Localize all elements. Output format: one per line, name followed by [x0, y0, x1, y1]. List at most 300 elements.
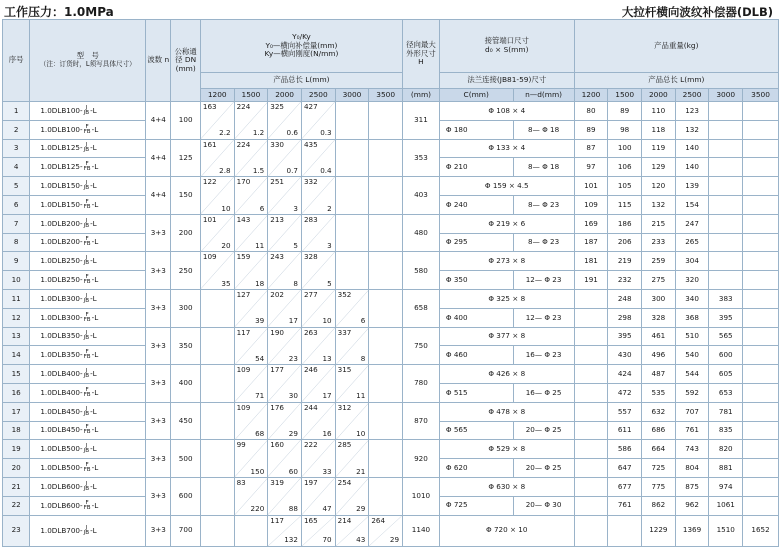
seq-cell: 4: [3, 158, 30, 177]
compensation-cell: [268, 402, 302, 440]
model-variant: [84, 313, 91, 323]
model-variant-bottom: JB: [83, 260, 90, 267]
seq-cell: 3: [3, 139, 30, 158]
model-cell: [30, 102, 146, 121]
flange-c-cell: Φ 210: [439, 158, 513, 177]
model-variant-top: J: [85, 292, 88, 299]
comp-pair: [201, 177, 234, 214]
compensation-cell: [369, 365, 403, 403]
comp-y0: 143: [236, 214, 251, 224]
comp-pair: [268, 252, 301, 289]
seq-cell: 5: [3, 177, 30, 196]
comp-pair: [235, 177, 268, 214]
model-prefix: 1.0DLB350-: [40, 350, 83, 360]
comp-ky: 8: [360, 353, 366, 363]
seq-cell: 7: [3, 214, 30, 233]
model-suffix: -L: [91, 162, 99, 172]
model-prefix: 1.0DLB500-: [40, 444, 83, 454]
wlen-3500: 3500: [743, 89, 779, 102]
weight-flange-cell: 686: [642, 421, 676, 440]
model-suffix: -L: [91, 275, 99, 285]
pipe-size-cell: Φ 426 × 8: [439, 365, 574, 384]
model-prefix: 1.0DLB600-: [40, 481, 83, 491]
model-variant: [84, 444, 90, 454]
compensation-cell: [301, 139, 335, 177]
header-radial-unit: (mm): [403, 89, 440, 102]
weight-pipe-cell: 105: [608, 177, 642, 196]
model-variant-bottom: JB: [83, 410, 90, 417]
weight-pipe-cell: [743, 402, 779, 421]
comp-pair: [302, 215, 335, 252]
model-variant-top: F: [85, 161, 89, 168]
header-comp-line1: Y₀/Ky: [292, 32, 311, 42]
comp-y0: 109: [202, 252, 217, 262]
comp-pair: [268, 365, 301, 402]
weight-flange-cell: 320: [675, 271, 709, 290]
weight-pipe-cell: 80: [574, 102, 608, 121]
compensation-cell: [369, 402, 403, 440]
weight-pipe-cell: [743, 177, 779, 196]
comp-ky: 88: [288, 504, 298, 514]
weight-pipe-cell: [709, 177, 743, 196]
compensation-cell: [335, 139, 369, 177]
comp-y0: 177: [270, 365, 284, 375]
comp-y0: 319: [270, 477, 284, 487]
weight-pipe-cell: [709, 214, 743, 233]
weight-flange-cell: [743, 271, 779, 290]
model-cell: [30, 515, 146, 546]
seq-cell: 18: [3, 421, 30, 440]
comp-ky: 17: [288, 316, 298, 326]
comp-ky: 0.3: [320, 128, 332, 138]
flange-nd-cell: 8— Φ 18: [513, 158, 574, 177]
weight-pipe-cell: 383: [709, 289, 743, 308]
comp-ky: 2: [327, 203, 332, 213]
compensation-cell: [200, 440, 234, 478]
compensation-cell: [369, 289, 403, 327]
weight-pipe-cell: [709, 139, 743, 158]
model-suffix: -L: [90, 143, 97, 153]
comp-ky: 6: [360, 316, 366, 326]
comp-pair: [268, 403, 301, 440]
comp-pair: [302, 478, 335, 515]
compensation-cell: [301, 177, 335, 215]
seq-cell: 14: [3, 346, 30, 365]
comp-ky: 20: [221, 241, 231, 251]
weight-pipe-cell: 664: [642, 440, 676, 459]
comp-pair: [336, 478, 369, 515]
comp-y0: 99: [236, 440, 246, 450]
comp-y0: 122: [202, 177, 217, 187]
weight-flange-cell: 191: [574, 271, 608, 290]
comp-y0: 117: [270, 515, 284, 525]
flange-c-cell: Φ 400: [439, 308, 513, 327]
weight-flange-cell: 233: [642, 233, 676, 252]
model-variant: [84, 388, 91, 398]
compensation-cell: [369, 477, 403, 515]
comp-ky: 10: [221, 203, 231, 213]
compensation-cell: [369, 515, 403, 546]
weight-pipe-cell: [574, 440, 608, 459]
model-cell: [30, 214, 146, 233]
table-row: [3, 515, 779, 546]
comp-pair: [201, 215, 234, 252]
model-prefix: 1.0DLB400-: [40, 387, 83, 397]
weight-pipe-cell: [743, 440, 779, 459]
model-variant-top: J: [85, 330, 88, 337]
compensation-cell: [200, 402, 234, 440]
header-connection: [439, 20, 574, 73]
radial-cell: 658: [403, 289, 440, 327]
weight-flange-cell: 154: [675, 195, 709, 214]
compensation-cell: [335, 252, 369, 290]
model-prefix: 1.0DLB150-: [40, 181, 83, 191]
comp-y0: 283: [303, 214, 318, 224]
model-variant-top: F: [85, 123, 89, 130]
comp-y0: 161: [202, 139, 217, 149]
comp-pair: [268, 328, 301, 365]
wlen-2000: 2000: [642, 89, 676, 102]
waves-cell: 3+3: [146, 515, 171, 546]
model-variant-bottom: JB: [83, 147, 90, 154]
model-variant-top: J: [85, 524, 88, 531]
weight-flange-cell: 653: [709, 383, 743, 402]
waves-cell: 3+3: [146, 477, 171, 515]
model-cell: [30, 421, 146, 440]
flange-nd-cell: 12— Φ 23: [513, 308, 574, 327]
comp-ky: 70: [322, 535, 332, 545]
table-row: [3, 214, 779, 233]
model-prefix: 1.0DLB100-: [40, 105, 83, 115]
compensation-cell: [234, 177, 268, 215]
radial-cell: 403: [403, 177, 440, 215]
dn-cell: 100: [171, 102, 200, 140]
seq-cell: 10: [3, 271, 30, 290]
waves-cell: 4+4: [146, 177, 171, 215]
weight-pipe-cell: 707: [675, 402, 709, 421]
compensation-cell: [234, 252, 268, 290]
model-cell: [30, 289, 146, 308]
header-weight: 产品重量(kg): [574, 20, 778, 73]
comp-pair: [302, 516, 335, 546]
model-prefix: 1.0DLB150-: [40, 199, 83, 209]
pipe-size-cell: Φ 325 × 8: [439, 289, 574, 308]
header-waves: 波数 n: [146, 20, 171, 102]
compensation-cell: [200, 365, 234, 403]
comp-pair: [235, 440, 268, 477]
comp-ky: 2.2: [219, 128, 231, 138]
comp-pair: [336, 290, 369, 327]
compensation-cell: [234, 139, 268, 177]
comp-pair: [268, 177, 301, 214]
comp-y0: 163: [202, 102, 217, 111]
comp-pair: [302, 365, 335, 402]
len-1500: 1500: [234, 89, 268, 102]
dn-cell: 350: [171, 327, 200, 365]
weight-flange-cell: 328: [642, 308, 676, 327]
weight-flange-cell: [743, 459, 779, 478]
comp-y0: 285: [337, 440, 352, 450]
dn-cell: 150: [171, 177, 200, 215]
compensation-cell: [369, 327, 403, 365]
comp-pair: [336, 516, 369, 546]
dn-cell: 450: [171, 402, 200, 440]
pipe-size-cell: Φ 630 × 8: [439, 477, 574, 496]
comp-pair: [302, 177, 335, 214]
model-variant-top: J: [85, 217, 88, 224]
header-radial: [403, 20, 440, 89]
seq-cell: 12: [3, 308, 30, 327]
model-variant-top: F: [85, 274, 89, 281]
table-row: [3, 477, 779, 496]
comp-y0: 176: [270, 402, 284, 412]
model-prefix: 1.0DLB200-: [40, 237, 83, 247]
model-variant-bottom: JB: [83, 448, 90, 455]
model-variant-top: J: [85, 480, 88, 487]
comp-ky: 2.8: [219, 165, 231, 175]
seq-cell: 13: [3, 327, 30, 346]
table-row: [3, 289, 779, 308]
compensation-cell: [200, 327, 234, 365]
weight-pipe-cell: 424: [608, 365, 642, 384]
comp-ky: 0.4: [320, 165, 332, 175]
compensation-cell: [335, 289, 369, 327]
weight-pipe-cell: 259: [642, 252, 676, 271]
header-length-label: 产品总长 L(mm): [200, 73, 402, 89]
compensation-cell: [234, 440, 268, 478]
weight-pipe-cell: 875: [675, 477, 709, 496]
weight-flange-cell: [709, 233, 743, 252]
comp-ky: 0.6: [286, 128, 298, 138]
weight-flange-cell: 962: [675, 496, 709, 515]
compensation-cell: [301, 102, 335, 140]
model-variant: [84, 162, 91, 172]
radial-cell: 780: [403, 365, 440, 403]
compensation-cell: [268, 102, 302, 140]
model-cell: [30, 158, 146, 177]
compensation-cell: [301, 289, 335, 327]
pipe-size-cell: Φ 108 × 4: [439, 102, 574, 121]
model-prefix: 1.0DLB250-: [40, 256, 83, 266]
comp-y0: 254: [337, 477, 352, 487]
comp-ky: 21: [356, 466, 366, 476]
weight-flange-cell: 804: [675, 459, 709, 478]
model-suffix: -L: [90, 218, 97, 228]
compensation-cell: [234, 477, 268, 515]
weight-cell: 1652: [743, 515, 779, 546]
weight-pipe-cell: 340: [675, 289, 709, 308]
model-variant: [84, 425, 91, 435]
comp-ky: 13: [322, 353, 332, 363]
model-variant: [84, 275, 91, 285]
compensation-cell: [335, 477, 369, 515]
weight-flange-cell: [743, 383, 779, 402]
compensation-cell: [200, 214, 234, 252]
model-prefix: 1.0DLB450-: [40, 425, 83, 435]
comp-ky: 11: [356, 391, 366, 401]
wlen-2500: 2500: [675, 89, 709, 102]
dn-cell: 125: [171, 139, 200, 177]
comp-pair: [302, 102, 335, 139]
weight-pipe-cell: 169: [574, 214, 608, 233]
model-suffix: -L: [90, 444, 97, 454]
weight-pipe-cell: 110: [642, 102, 676, 121]
compensation-cell: [268, 365, 302, 403]
dn-cell: 250: [171, 252, 200, 290]
comp-y0: 109: [236, 402, 251, 412]
radial-cell: 1140: [403, 515, 440, 546]
weight-pipe-cell: 140: [675, 139, 709, 158]
comp-y0: 190: [270, 327, 284, 337]
comp-ky: 10: [322, 316, 332, 326]
comp-pair: [369, 516, 402, 546]
compensation-cell: [234, 327, 268, 365]
weight-pipe-cell: 181: [574, 252, 608, 271]
model-cell: [30, 383, 146, 402]
comp-ky: 17: [322, 391, 332, 401]
seq-cell: 22: [3, 496, 30, 515]
weight-flange-cell: 232: [608, 271, 642, 290]
comp-y0: 159: [236, 252, 251, 262]
weight-flange-cell: 725: [642, 459, 676, 478]
model-prefix: 1.0DLB125-: [40, 143, 83, 153]
weight-flange-cell: [574, 346, 608, 365]
weight-flange-cell: 535: [642, 383, 676, 402]
comp-y0: 244: [303, 402, 318, 412]
model-prefix: 1.0DLB600-: [40, 500, 83, 510]
comp-ky: 5: [327, 278, 332, 288]
pipe-size-cell: Φ 273 × 8: [439, 252, 574, 271]
waves-cell: 3+3: [146, 440, 171, 478]
model-cell: [30, 271, 146, 290]
weight-pipe-cell: [743, 289, 779, 308]
weight-pipe-cell: [574, 289, 608, 308]
comp-ky: 8: [293, 278, 298, 288]
weight-flange-cell: [574, 383, 608, 402]
model-suffix: -L: [91, 312, 99, 322]
comp-y0: 224: [236, 139, 251, 149]
weight-pipe-cell: 215: [642, 214, 676, 233]
comp-y0: 263: [303, 327, 318, 337]
model-variant-top: F: [85, 349, 89, 356]
seq-cell: 8: [3, 233, 30, 252]
seq-cell: 15: [3, 365, 30, 384]
model-variant: [84, 200, 91, 210]
comp-ky: 47: [322, 504, 332, 514]
seq-cell: 9: [3, 252, 30, 271]
comp-ky: 16: [322, 429, 332, 439]
model-prefix: 1.0DLB200-: [40, 218, 83, 228]
compensation-cell: [301, 440, 335, 478]
weight-pipe-cell: [743, 365, 779, 384]
weight-flange-cell: 109: [574, 195, 608, 214]
pipe-size-cell: Φ 720 × 10: [439, 515, 574, 546]
weight-pipe-cell: [574, 365, 608, 384]
weight-flange-cell: 97: [574, 158, 608, 177]
flange-c-cell: Φ 565: [439, 421, 513, 440]
flange-c-cell: Φ 460: [439, 346, 513, 365]
dn-cell: 600: [171, 477, 200, 515]
table-row: [3, 365, 779, 384]
comp-pair: [235, 365, 268, 402]
compensation-cell: [200, 252, 234, 290]
weight-pipe-cell: 101: [574, 177, 608, 196]
model-cell: [30, 477, 146, 496]
weight-cell: 1229: [642, 515, 676, 546]
compensation-cell: [200, 139, 234, 177]
model-variant-top: F: [85, 386, 89, 393]
seq-cell: 20: [3, 459, 30, 478]
weight-flange-cell: 540: [675, 346, 709, 365]
dn-cell: 500: [171, 440, 200, 478]
weight-pipe-cell: 974: [709, 477, 743, 496]
model-cell: [30, 120, 146, 139]
model-variant-bottom: JB: [83, 529, 90, 536]
table-row: [3, 402, 779, 421]
comp-y0: 315: [337, 365, 352, 375]
model-suffix: -L: [91, 237, 99, 247]
compensation-cell: [268, 289, 302, 327]
flange-c-cell: Φ 180: [439, 120, 513, 139]
weight-cell: 1510: [709, 515, 743, 546]
header-flange: 法兰连接(JB81-59)尺寸: [439, 73, 574, 89]
comp-y0: 427: [303, 102, 318, 111]
comp-y0: 328: [303, 252, 318, 262]
weight-pipe-cell: 119: [642, 139, 676, 158]
flange-c-cell: Φ 295: [439, 233, 513, 252]
comp-pair: [268, 440, 301, 477]
model-variant-bottom: JB: [83, 222, 90, 229]
comp-ky: 71: [255, 391, 265, 401]
weight-flange-cell: 592: [675, 383, 709, 402]
header-conn-line1: 接管端口尺寸: [484, 36, 529, 46]
compensation-cell: [369, 102, 403, 140]
comp-pair: [235, 252, 268, 289]
flange-nd-cell: 8— Φ 18: [513, 120, 574, 139]
weight-flange-cell: 132: [675, 120, 709, 139]
radial-cell: 750: [403, 327, 440, 365]
model-suffix: -L: [91, 350, 99, 360]
seq-cell: 6: [3, 195, 30, 214]
model-variant-bottom: JB: [83, 185, 90, 192]
compensation-cell: [234, 289, 268, 327]
comp-ky: 39: [255, 316, 265, 326]
weight-flange-cell: 132: [642, 195, 676, 214]
weight-flange-cell: 129: [642, 158, 676, 177]
weight-flange-cell: 881: [709, 459, 743, 478]
wlen-3000: 3000: [709, 89, 743, 102]
compensation-cell: [369, 177, 403, 215]
header-radial-label: 径向最大外形尺寸 H: [406, 40, 436, 67]
weight-pipe-cell: 586: [608, 440, 642, 459]
weight-cell: [608, 515, 642, 546]
comp-ky: 43: [356, 535, 366, 545]
weight-flange-cell: [743, 120, 779, 139]
dn-cell: 400: [171, 365, 200, 403]
weight-flange-cell: [743, 308, 779, 327]
compensation-cell: [301, 365, 335, 403]
model-variant: [84, 501, 91, 511]
weight-pipe-cell: 632: [642, 402, 676, 421]
comp-y0: 117: [236, 327, 251, 337]
comp-ky: 220: [250, 504, 265, 514]
model-prefix: 1.0DLB450-: [40, 406, 83, 416]
comp-pair: [268, 215, 301, 252]
model-cell: [30, 327, 146, 346]
len-3000: 3000: [335, 89, 369, 102]
comp-ky: 29: [356, 504, 366, 514]
comp-y0: 277: [303, 289, 318, 299]
